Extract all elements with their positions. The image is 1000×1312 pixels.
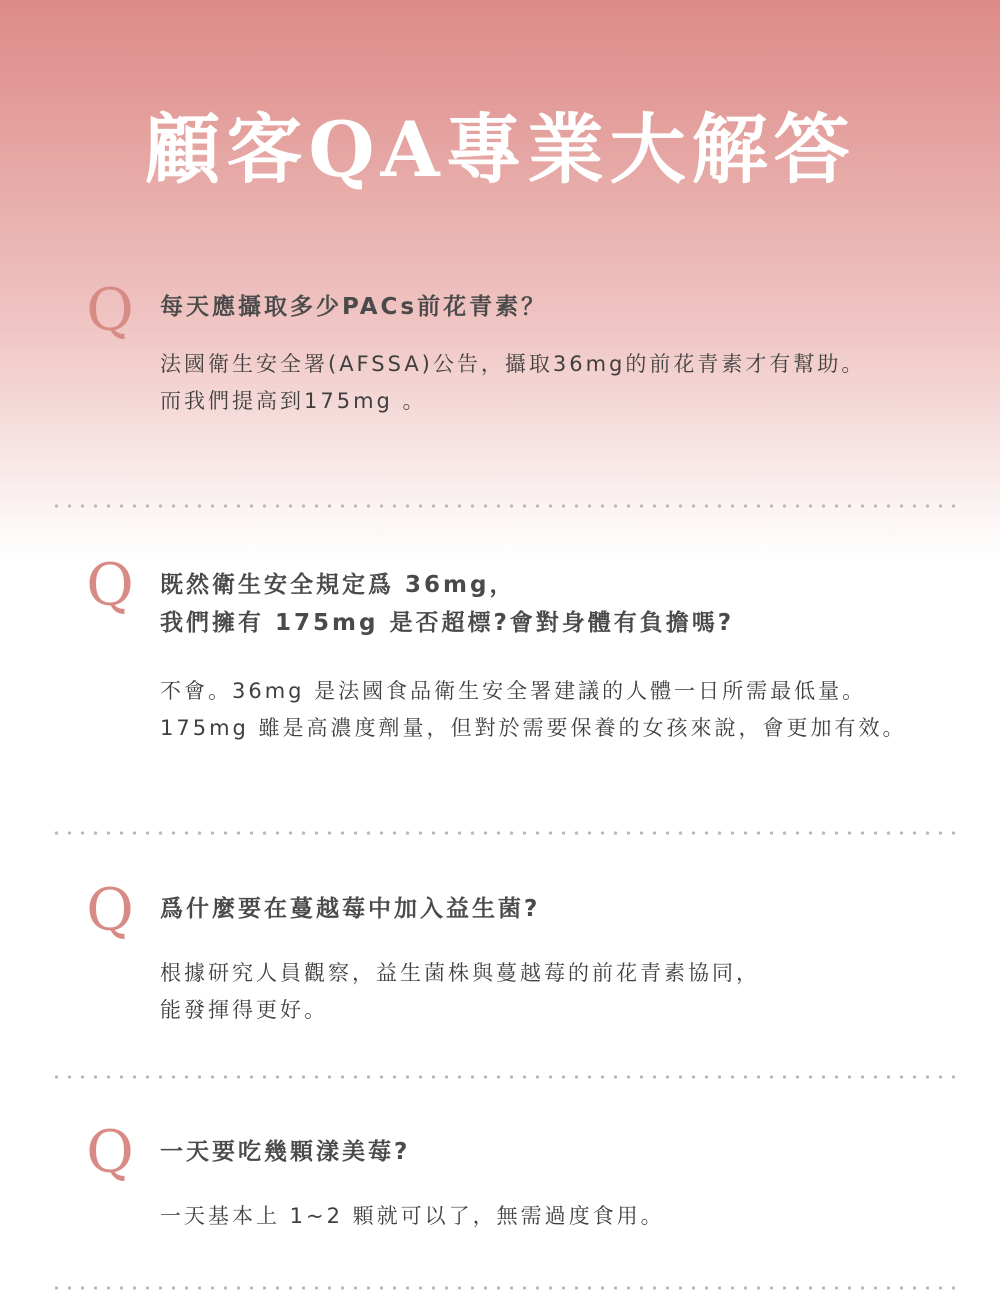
answer-line: 根據研究人員觀察，益生菌株與蔓越莓的前花青素協同，: [160, 961, 760, 985]
q-mark-icon: Q: [86, 1118, 134, 1186]
question-text: [160, 288, 980, 326]
question-line: 既然衛生安全規定爲 36mg，: [160, 572, 516, 598]
dotted-divider: [50, 831, 955, 835]
q-mark-icon: Q: [86, 276, 134, 344]
answer-line: 而我們提高到175mg 。: [160, 389, 427, 413]
answer-text: [160, 955, 990, 1029]
answer-line: 法國衛生安全署(AFSSA)公告，攝取36mg的前花青素才有幫助。: [160, 352, 866, 376]
q-mark-icon: Q: [86, 876, 134, 944]
answer-text: [160, 1198, 990, 1235]
answer-line: 一天基本上 1~2 顆就可以了，無需過度食用。: [160, 1204, 665, 1228]
question-text: [160, 1133, 980, 1171]
answer-line: 不會。36mg 是法國食品衛生安全署建議的人體一日所需最低量。: [160, 679, 867, 703]
q-mark-icon: Q: [86, 551, 134, 619]
question-line: 一天要吃幾顆漾美莓?: [160, 1139, 411, 1165]
page-title: 顧客QA專業大解答: [144, 105, 856, 194]
answer-line: 能發揮得更好。: [160, 998, 328, 1022]
question-text: [160, 890, 980, 928]
dotted-divider: [50, 1286, 955, 1290]
dotted-divider: [50, 504, 955, 508]
question-line: 每天應攝取多少PACs前花青素？: [160, 294, 548, 320]
answer-text: [160, 673, 990, 747]
question-text: [160, 566, 980, 642]
dotted-divider: [50, 1075, 955, 1079]
answer-text: [160, 346, 990, 420]
question-line: 爲什麼要在蔓越莓中加入益生菌?: [160, 896, 541, 922]
answer-line: 175mg 雖是高濃度劑量，但對於需要保養的女孩來說，會更加有效。: [160, 716, 907, 740]
question-line: 我們擁有 175mg 是否超標?會對身體有負擔嗎?: [160, 610, 735, 636]
